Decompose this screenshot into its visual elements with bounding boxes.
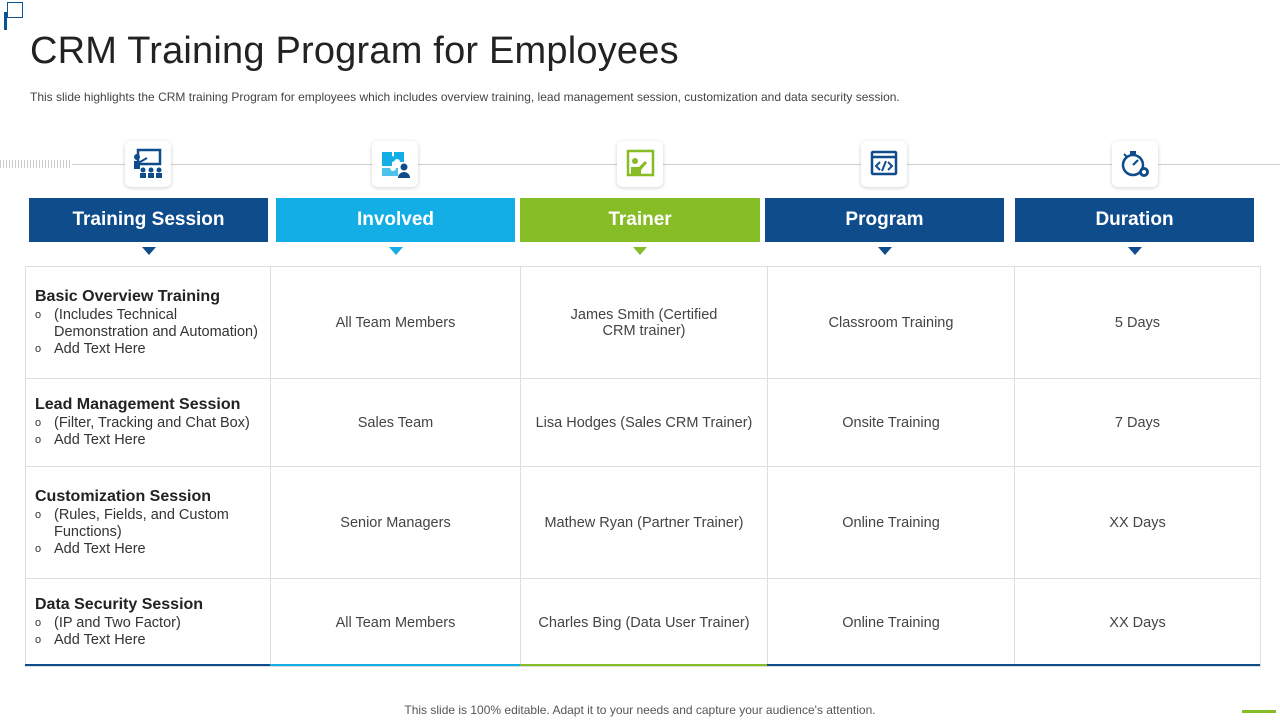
- program-cell: Online Training: [768, 467, 1015, 579]
- footer-accent-mark: [1242, 710, 1276, 713]
- table-row: [26, 467, 1261, 579]
- header-training-session: [29, 198, 268, 242]
- teacher-board-icon: [617, 141, 663, 187]
- duration-cell: 5 Days: [1015, 267, 1261, 379]
- bullet-icon: o: [35, 434, 42, 446]
- header-label: Program: [845, 209, 924, 230]
- session-point: o (Filter, Tracking and Chat Box): [35, 415, 250, 431]
- session-point: o Add Text Here: [35, 632, 146, 648]
- session-point: o Add Text Here: [35, 340, 146, 357]
- program-cell: Onsite Training: [768, 379, 1015, 467]
- header-involved: [276, 198, 515, 242]
- stopwatch-gear-icon: [1112, 141, 1158, 187]
- footer-note: This slide is 100% editable. Adapt it to your needs and capture your audience's attention.: [404, 703, 876, 717]
- session-point: o Add Text Here: [35, 540, 146, 557]
- bottom-accent-line: [25, 664, 270, 666]
- bottom-accent-line: [270, 664, 520, 666]
- table-row: [26, 579, 1261, 667]
- header-label: Involved: [356, 209, 435, 230]
- bottom-accent-line: [767, 664, 1014, 666]
- session-title: Data Security Session: [35, 596, 204, 613]
- session-title: Customization Session: [35, 487, 212, 505]
- trainer-cell: James Smith (Certified CRM trainer): [521, 267, 768, 379]
- trainer-cell: Lisa Hodges (Sales CRM Trainer): [521, 379, 768, 467]
- session-title: Basic Overview Training: [35, 287, 220, 305]
- table-row: [26, 379, 1261, 467]
- header-program: [765, 198, 1004, 242]
- duration-cell: 7 Days: [1015, 379, 1261, 467]
- session-cell: [26, 379, 271, 467]
- presentation-audience-icon: [125, 141, 171, 187]
- trainer-cell: Mathew Ryan (Partner Trainer): [521, 467, 768, 579]
- header-label: Trainer: [608, 209, 672, 230]
- duration-cell: XX Days: [1015, 467, 1261, 579]
- bottom-accent-line: [520, 664, 767, 666]
- session-title: Lead Management Session: [35, 396, 241, 413]
- session-point: o (Rules, Fields, and Custom Functions): [35, 506, 229, 540]
- page-title: CRM Training Program for Employees: [30, 30, 679, 72]
- corner-logo-mark: [4, 2, 22, 22]
- duration-cell: XX Days: [1015, 579, 1261, 667]
- bullet-icon: o: [35, 542, 42, 555]
- session-point: o (Includes Technical Demonstration and Automation): [35, 306, 258, 340]
- session-point: o Add Text Here: [35, 432, 146, 448]
- bullet-icon: o: [35, 342, 42, 355]
- header-duration: [1015, 198, 1254, 242]
- bullet-icon: o: [35, 417, 42, 429]
- header-label: Training Session: [72, 209, 225, 230]
- session-point: o (IP and Two Factor): [35, 615, 181, 631]
- bullet-icon: o: [35, 634, 42, 646]
- session-cell: [26, 267, 271, 379]
- table-row: [26, 267, 1261, 379]
- bullet-icon: o: [35, 508, 42, 521]
- code-window-icon: [861, 141, 907, 187]
- program-cell: Online Training: [768, 579, 1015, 667]
- puzzle-team-icon: [372, 141, 418, 187]
- bullet-icon: o: [35, 308, 42, 321]
- header-label: Duration: [1095, 209, 1174, 230]
- timeline-dashes: [0, 160, 72, 168]
- session-cell: [26, 467, 271, 579]
- program-cell: Classroom Training: [768, 267, 1015, 379]
- involved-cell: Senior Managers: [271, 467, 521, 579]
- involved-cell: All Team Members: [271, 579, 521, 667]
- involved-cell: All Team Members: [271, 267, 521, 379]
- trainer-cell: Charles Bing (Data User Trainer): [521, 579, 768, 667]
- involved-cell: Sales Team: [271, 379, 521, 467]
- bullet-icon: o: [35, 617, 42, 629]
- header-trainer: [520, 198, 760, 242]
- session-cell: [26, 579, 271, 667]
- training-table: [25, 266, 1261, 667]
- page-subtitle: This slide highlights the CRM training Program for employees which includes overview training, lead management session, customization and data security session.: [30, 90, 900, 104]
- bottom-accent-line: [1014, 664, 1260, 666]
- timeline-line: [72, 164, 1280, 165]
